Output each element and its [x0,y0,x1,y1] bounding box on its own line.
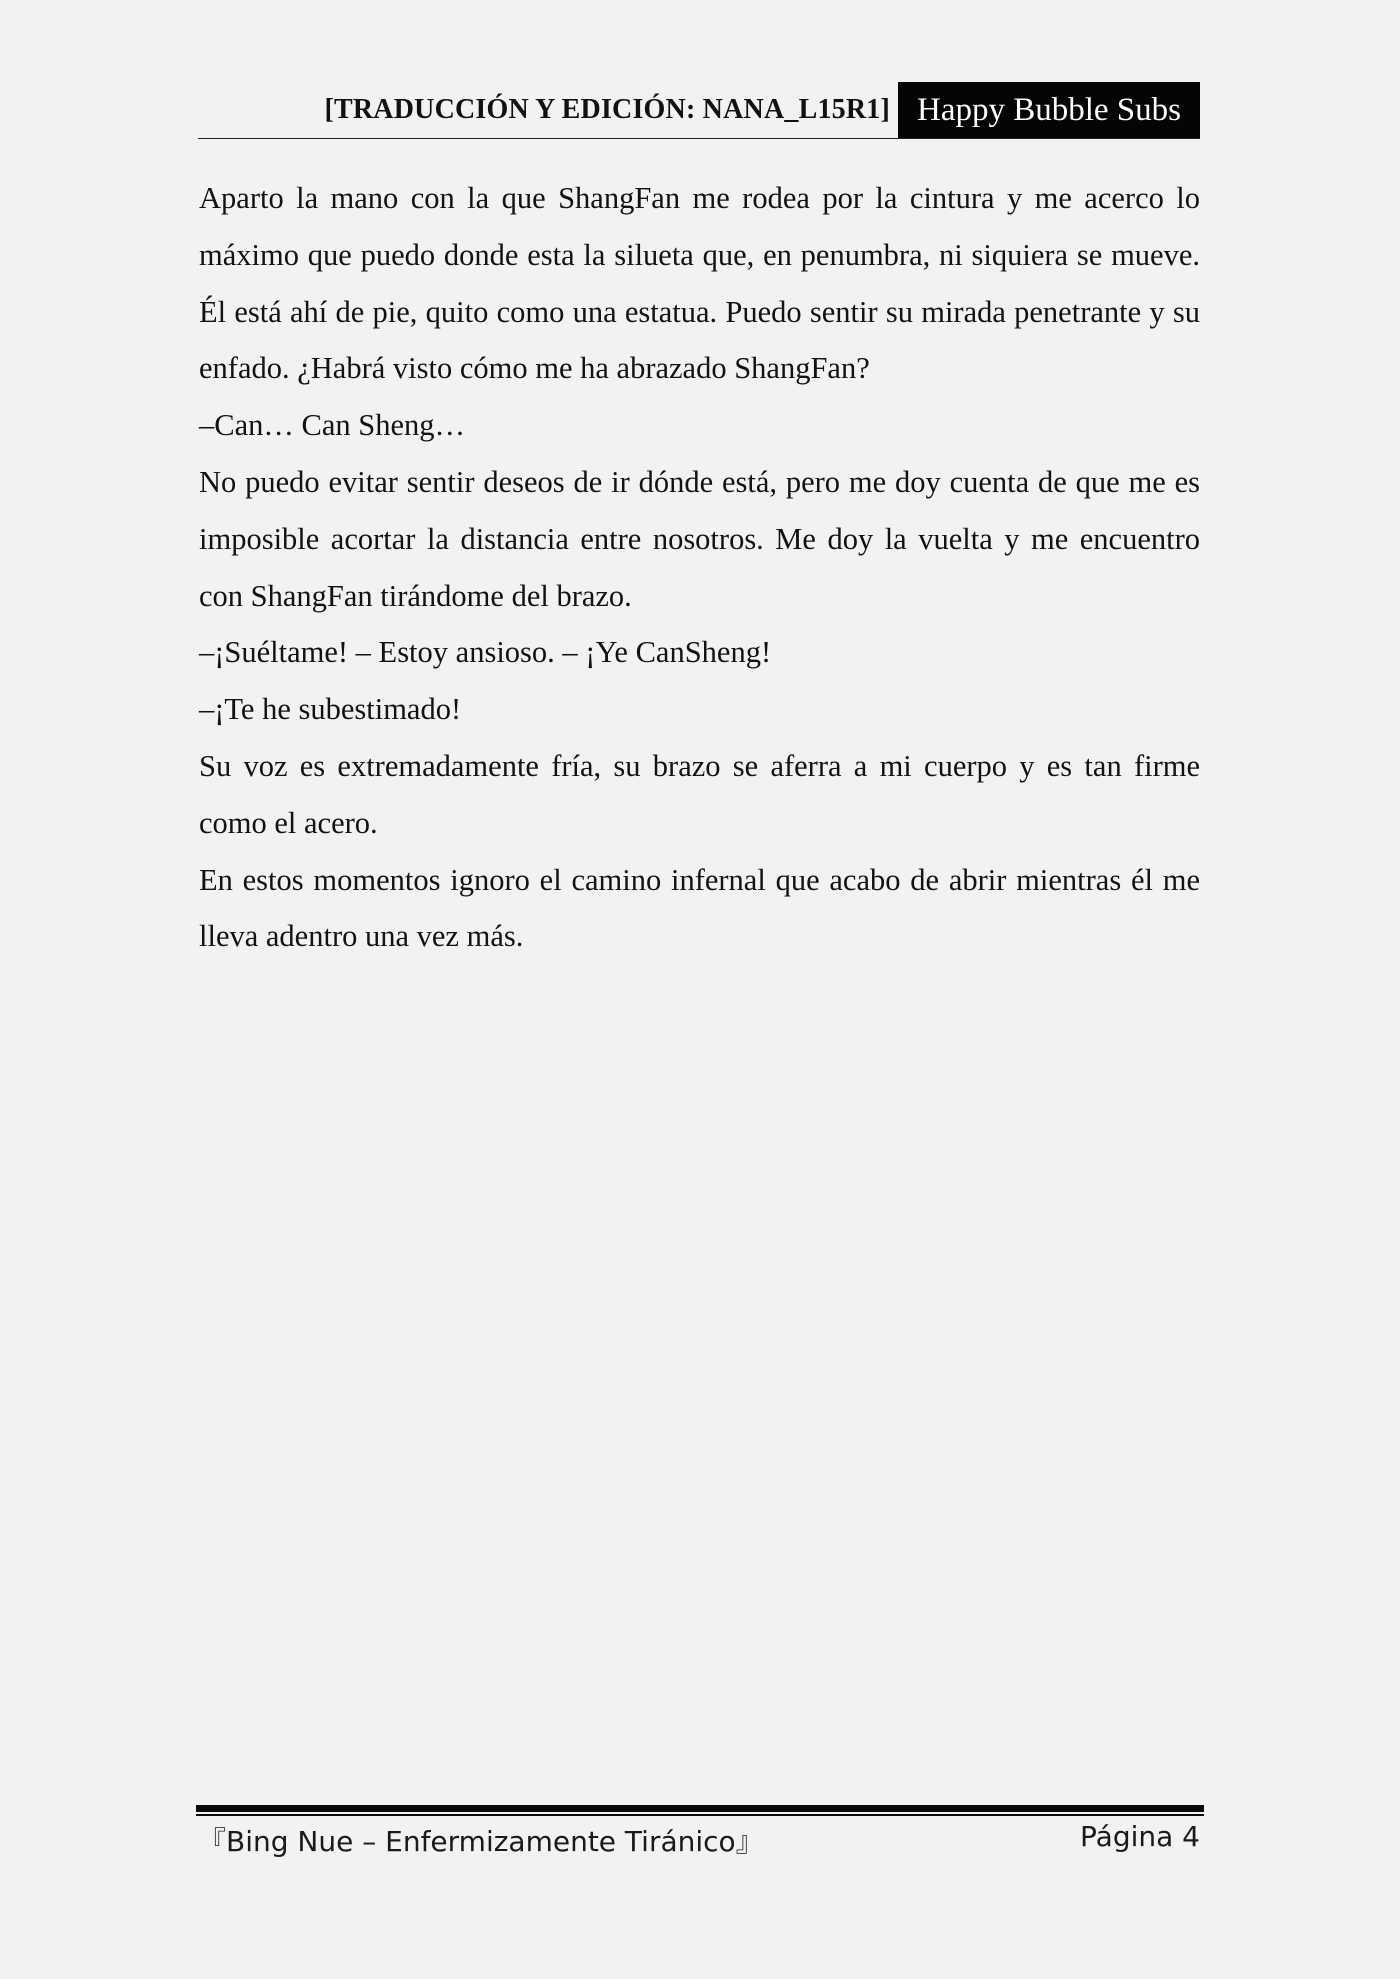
paragraph-2: –Can… Can Sheng… [199,408,466,443]
page-number: Página 4 [1080,1820,1200,1853]
paragraph-3: No puedo evitar sentir deseos de ir dónde está, pero me doy cuenta de que me es imposible acortar la distancia entre nosotros. Me doy la vuelta y me encuentro con ShangFan tirándome del brazo. [199,464,1200,613]
brand-label: Happy Bubble Subs [898,82,1200,138]
paragraph-6: Su voz es extremadamente fría, su brazo se aferra a mi cuerpo y es tan firme como el acero. [199,748,1200,840]
paragraph-5: –¡Te he subestimado! [199,692,462,727]
translation-credit: [TRADUCCIÓN Y EDICIÓN: NANA_L15R1] [324,94,890,125]
paragraph-7: En estos momentos ignoro el camino infernal que acabo de abrir mientras él me lleva adentro una vez más. [199,862,1200,954]
paragraph-4: –¡Suéltame! – Estoy ansioso. – ¡Ye CanSheng! [199,635,772,670]
paragraph-1: Aparto la mano con la que ShangFan me rodea por la cintura y me acerco lo máximo que puedo donde esta la silueta que, en penumbra, ni siquiera se mueve. Él está ahí de pie, quito como una estatua. Puedo sentir su mirada penetrante y su enfado. ¿Habrá visto cómo me ha abrazado ShangFan? [199,181,1200,386]
page-header [198,82,1200,139]
book-title: 『Bing Nue – Enfermizamente Tiránico』 [198,1825,764,1858]
footer-divider-thin [196,1814,1204,1816]
footer-divider-thick [196,1805,1204,1812]
body-text [199,170,1200,965]
page-footer [198,1818,1200,1862]
